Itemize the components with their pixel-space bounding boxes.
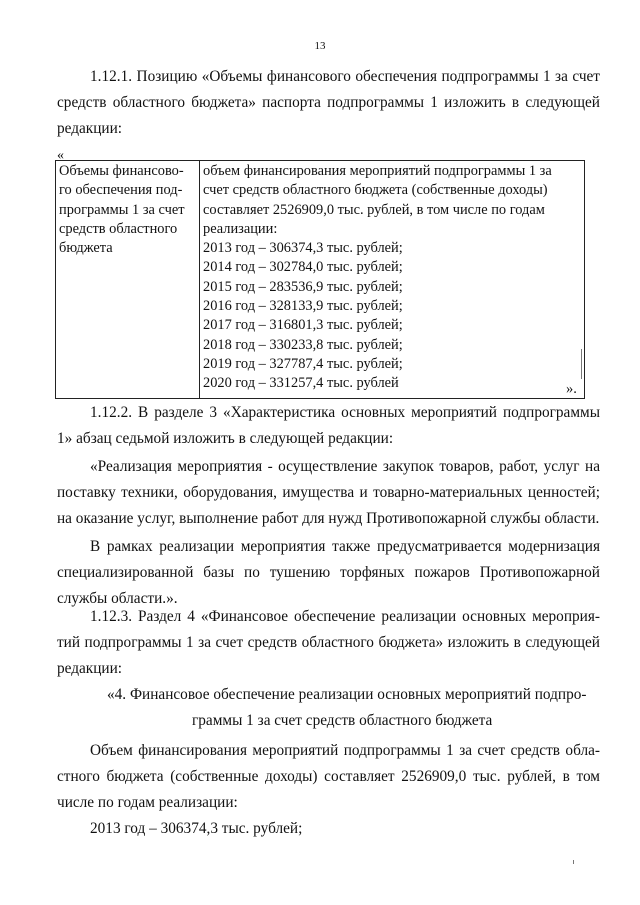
quoted-paragraph-line-2: поставку техники, оборудования, имущества и товарно-материальных ценностей; [57,484,600,501]
paragraph-1-line-3: редакции: [57,120,123,137]
passport-year-line: 2017 год – 316801,3 тыс. рублей; [203,317,403,334]
passport-year-line: 2014 год – 302784,0 тыс. рублей; [203,259,403,276]
quoted-paragraph-line-1: «Реализация мероприятия - осуществление закупок товаров, работ, услуг на [90,458,600,475]
passport-label-line: го обеспечения под- [59,182,183,199]
paragraph-4-line-1: В рамках реализации мероприятия также предусматривается модернизация [90,538,600,555]
passport-label-line: Объемы финансово- [59,163,184,179]
paragraph-2-line-1: 1.12.2. В разделе 3 «Характеристика основных мероприятий подпрограммы [90,404,600,421]
paragraph-6-line-2: стного бюджета (собственные доходы) составляет 2526909,0 тыс. рублей, в том [57,768,600,785]
paragraph-4-line-3: службы области.». [57,590,178,607]
paragraph-1-line-2: средств областного бюджета» паспорта подпрограммы 1 изложить в следующей [57,94,600,111]
passport-year-line: 2018 год – 330233,8 тыс. рублей; [203,336,403,353]
passport-value-cell [200,161,585,399]
paragraph-1-line-1: 1.12.1. Позицию «Объемы финансового обеспечения подпрограммы 1 за счет [90,68,600,85]
paragraph-4-line-2: специализированной базы по тушению торфяных пожаров Противопожарной [57,564,600,581]
year-line-2013: 2013 год – 306374,3 тыс. рублей; [90,820,303,837]
passport-label-line: средств областного [59,220,178,237]
quote-open: « [57,148,64,163]
paragraph-6-line-1: Объем финансирования мероприятий подпрограммы 1 за счет средств обла- [90,742,600,759]
quote-close: ». [566,381,577,397]
section-heading-line-2: граммы 1 за счет средств областного бюджета [192,712,493,729]
passport-year-line: 2019 год – 327787,4 тыс. рублей; [203,355,403,372]
section-heading-line-1: «4. Финансовое обеспечение реализации основных мероприятий подпро- [107,686,587,703]
passport-year-line: 2020 год – 331257,4 тыс. рублей [203,375,399,392]
scan-mark [581,349,582,379]
passport-value-line: счет средств областного бюджета (собственные доходы) [203,182,548,199]
passport-table [55,160,585,399]
passport-label-line: программы 1 за счет [59,201,185,218]
paragraph-2-line-2: 1» абзац седьмой изложить в следующей редакции: [57,430,394,447]
passport-value-line: составляет 2526909,0 тыс. рублей, в том числе по годам [203,201,545,218]
page-number: 13 [314,40,326,52]
passport-year-line: 2016 год – 328133,9 тыс. рублей; [203,298,403,315]
passport-table-row [56,161,585,399]
paragraph-5-line-1: 1.12.3. Раздел 4 «Финансовое обеспечение реализации основных мероприя- [90,608,600,625]
passport-value-line: объем финансирования мероприятий подпрограммы 1 за [203,163,552,179]
scan-mark [573,860,574,864]
passport-value-line: реализации: [203,220,278,237]
passport-label-line: бюджета [59,240,113,257]
passport-year-line: 2015 год – 283536,9 тыс. рублей; [203,278,403,295]
paragraph-5-line-2: тий подпрограммы 1 за счет средств областного бюджета» изложить в следующей [57,634,600,651]
paragraph-6-line-3: числе по годам реализации: [57,794,238,811]
quoted-paragraph-line-3: на оказание услуг, выполнение работ для нужд Противопожарной службы области. [57,510,600,527]
passport-year-line: 2013 год – 306374,3 тыс. рублей; [203,240,403,257]
passport-label-cell [56,161,200,399]
paragraph-5-line-3: редакции: [57,660,123,677]
